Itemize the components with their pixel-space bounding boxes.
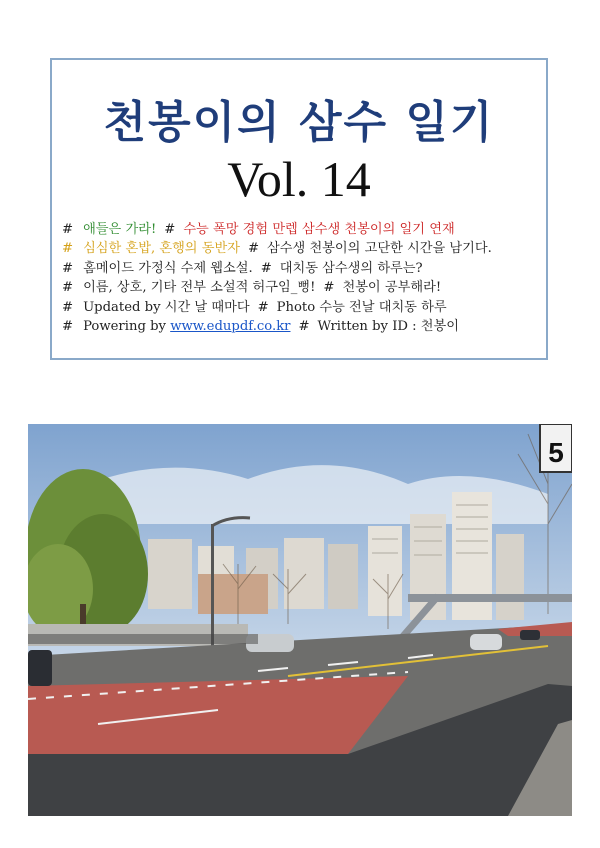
tag-list — [62, 220, 540, 336]
title-box — [50, 58, 548, 360]
tag-powering: Powering by — [83, 319, 166, 335]
hash-mark: # — [62, 299, 74, 315]
tag-line — [62, 298, 540, 317]
hash-mark: # — [247, 241, 260, 257]
tag-line — [62, 259, 540, 278]
tag-fiction: 이름, 상호, 기타 전부 소설적 허구임_뻥! — [83, 280, 316, 296]
tag-line — [62, 317, 540, 336]
tag-study: 천봉이 공부해라! — [342, 280, 442, 296]
tag-serial: 수능 폭망 경험 만렙 삼수생 천봉이의 일기 연재 — [183, 222, 455, 237]
hash-mark: # — [260, 260, 272, 276]
hash-mark: # — [257, 299, 269, 315]
hash-mark: # — [62, 222, 74, 237]
tag-webnovel: 홈메이드 가정식 수제 웹소설. — [83, 260, 253, 276]
tag-written-by: Written by ID : 천봉이 — [317, 319, 460, 335]
tag-kids-go-away: 애들은 가라! — [83, 222, 157, 237]
hash-mark: # — [323, 280, 335, 296]
hash-mark: # — [298, 319, 310, 335]
tag-daily: 대치동 삼수생의 하루는? — [279, 260, 423, 276]
traffic-sign — [540, 424, 572, 472]
tag-updated: Updated by 시간 날 때마다 — [83, 299, 250, 315]
tag-line — [62, 278, 540, 297]
guard-rail — [28, 634, 258, 644]
low-building — [198, 574, 268, 614]
hash-mark: # — [62, 319, 74, 335]
hash-mark: # — [62, 260, 74, 276]
hash-mark: # — [62, 241, 74, 257]
sign-number: 5 — [548, 437, 564, 468]
tag-record: 삼수생 천봉이의 고단한 시간을 남기다. — [267, 241, 492, 257]
hash-mark: # — [62, 280, 74, 296]
tag-line — [62, 239, 540, 258]
tag-photo: Photo 수능 전날 대치동 하루 — [276, 299, 447, 315]
street-photo — [28, 424, 572, 816]
site-link[interactable]: www.edupdf.co.kr — [170, 319, 291, 335]
hash-mark: # — [164, 222, 176, 237]
red-crosswalk — [28, 676, 408, 754]
tag-line — [62, 220, 540, 239]
page-title: 천봉이의 삼수 일기 — [103, 97, 495, 148]
street-photo-illustration — [28, 424, 572, 816]
tag-companion: 심심한 혼밥, 혼행의 동반자 — [83, 241, 240, 257]
volume-label: Vol. 14 — [227, 151, 371, 207]
